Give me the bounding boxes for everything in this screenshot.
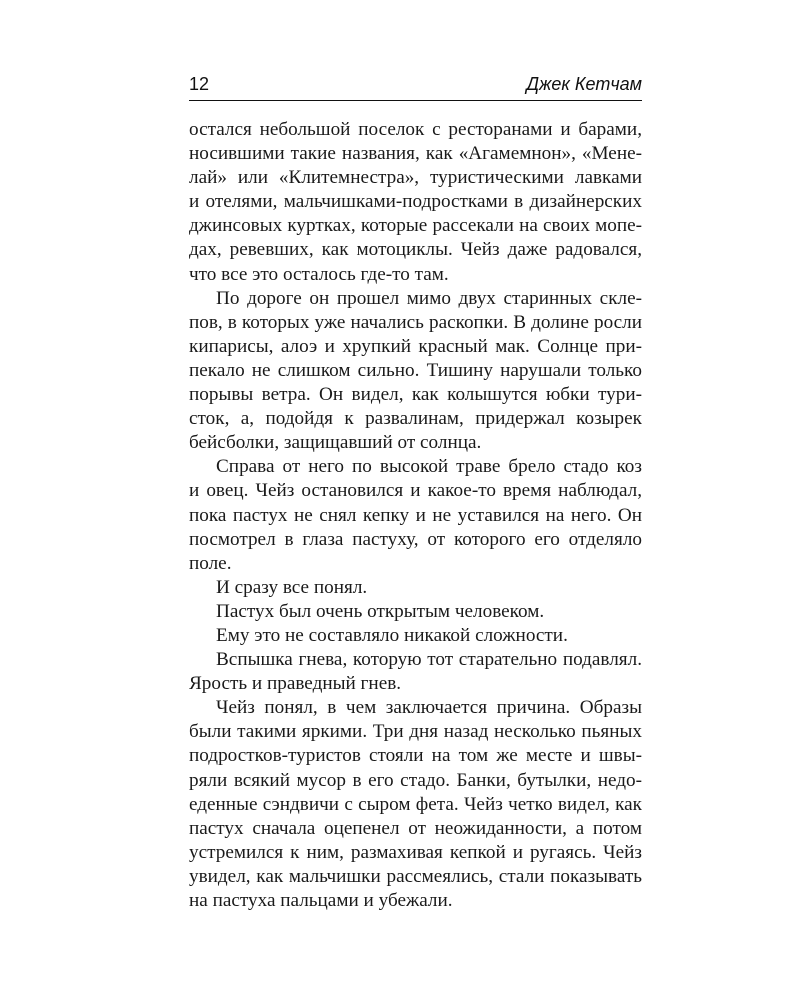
author-name: Джек Кетчам [526, 74, 642, 94]
text-line: джинсовых куртках, которые рассекали на своих мопе- [189, 215, 642, 237]
text-line: Чейз понял, в чем заключается причина. Образы [216, 697, 642, 719]
text-line: сток, а, подойдя к развалинам, придержал козырек [189, 408, 642, 430]
text-line: увидел, как мальчишки рассмеялись, стали показывать [189, 865, 642, 887]
text-line: пов, в которых уже начались раскопки. В долине росли [189, 311, 642, 333]
text-line: Пастух был очень открытым человеком. [216, 600, 545, 622]
text-line: посмотрел в глаза пастуху, от которого его отделяло [189, 528, 642, 550]
paragraph [189, 624, 642, 648]
text-line: устремился к ним, размахивая кепкой и ругаясь. Чейз [189, 841, 642, 863]
text-line: и отелями, мальчишками-подростками в дизайнерских [189, 191, 642, 213]
text-line: и овец. Чейз остановился и какое-то время наблюдал, [189, 480, 642, 502]
text-line: подростков-туристов стояли на том же месте и швы- [189, 745, 642, 767]
text-line: По дороге он прошел мимо двух старинных скле- [216, 287, 642, 309]
text-line: пекало не слишком сильно. Тишину нарушали только [189, 359, 642, 381]
text-line: пока пастух не снял кепку и не уставился на него. Он [189, 504, 642, 526]
text-line: дах, ревевших, как мотоциклы. Чейз даже радовался, [189, 239, 642, 261]
text-line: кипарисы, алоэ и хрупкий красный мак. Солнце при- [189, 335, 642, 357]
text-line: на пастуха пальцами и убежали. [189, 890, 453, 911]
text-line: порывы ветра. Он видел, как колышутся юбки тури- [189, 384, 642, 406]
paragraph [189, 696, 642, 913]
text-line: Справа от него по высокой траве брело стадо коз [216, 456, 642, 478]
text-line: что все это осталось где-то там. [189, 263, 449, 285]
text-line: Вспышка гнева, которую тот старательно подавлял. [216, 649, 642, 671]
text-line: лай» или «Клитемнестра», туристическими лавками [189, 167, 642, 189]
text-line: И сразу все понял. [216, 576, 368, 598]
text-line: ряли всякий мусор в его стадо. Банки, бутылки, недо- [189, 769, 642, 791]
text-line: поле. [189, 552, 232, 574]
paragraph [189, 576, 642, 600]
text-line: Ярость и праведный гнев. [189, 673, 402, 695]
paragraph [189, 118, 642, 287]
paragraph [189, 600, 642, 624]
text-line: пастух сначала оцепенел от неожиданности, а потом [189, 817, 642, 839]
text-line: остался небольшой поселок с ресторанами и барами, [189, 119, 642, 140]
text-line: носившими такие названия, как «Агамемнон», «Мене- [189, 143, 642, 165]
text-line: еденные сэндвичи с сыром фета. Чейз четко видел, как [189, 793, 642, 815]
paragraph [189, 287, 642, 456]
text-line: были такими яркими. Три дня назад несколько пьяных [189, 721, 642, 743]
running-header [189, 72, 642, 101]
text-line: бейсболки, защищавший от солнца. [189, 432, 482, 454]
paragraph [189, 455, 642, 575]
page-number: 12 [189, 74, 210, 94]
paragraph [189, 648, 642, 696]
body-text [189, 118, 642, 913]
text-line: Ему это не составляло никакой сложности. [216, 624, 568, 646]
